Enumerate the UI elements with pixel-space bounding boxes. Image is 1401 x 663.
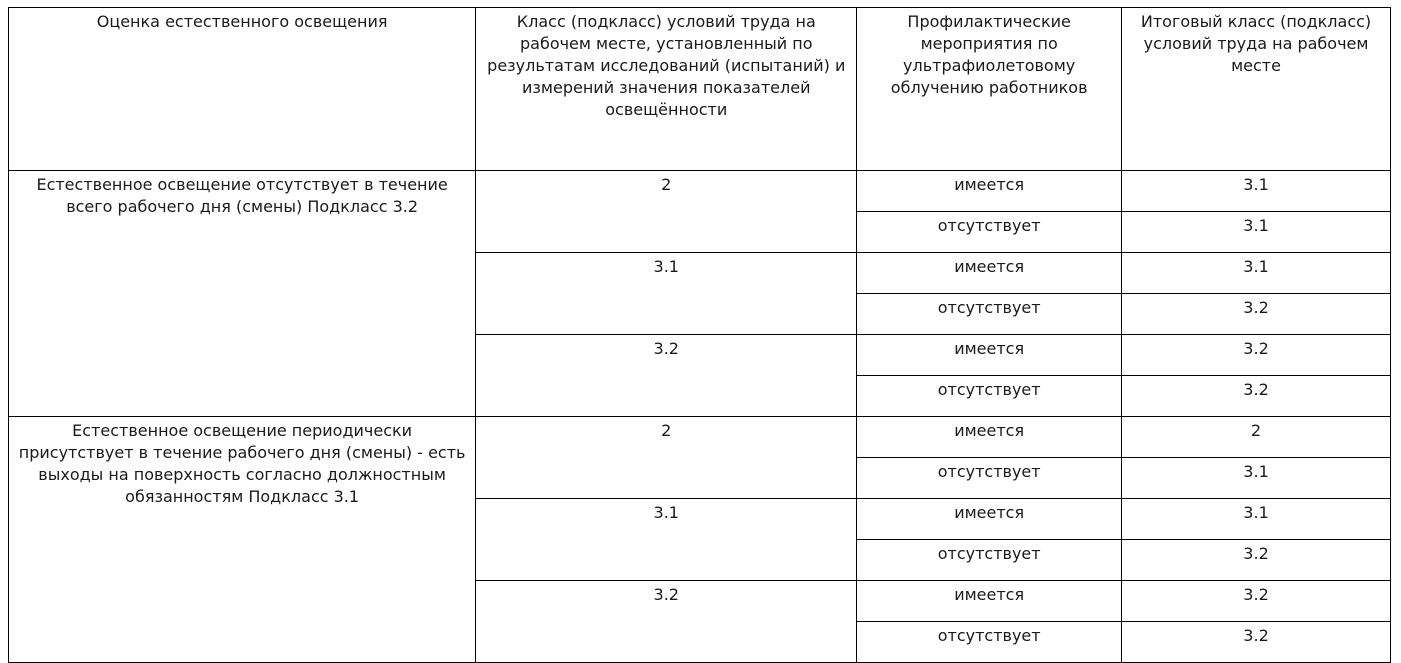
- header-assessment: Оценка естественного освещения: [9, 8, 476, 171]
- final-class-cell: 3.2: [1122, 335, 1391, 376]
- measure-cell: имеется: [857, 335, 1122, 376]
- header-preventive-measures: Профилактические мероприятия по ультрафиолетовому облучению работников: [857, 8, 1122, 171]
- final-class-cell: 3.2: [1122, 622, 1391, 663]
- document-page: [8, 7, 1391, 663]
- lighting-conditions-table: [8, 7, 1391, 663]
- assessment-cell: Естественное освещение периодически присутствует в течение рабочего дня (смены) - есть выходы на поверхность согласно должностным обязанностям Подкласс 3.1: [9, 417, 476, 663]
- measured-class-cell: 2: [476, 171, 857, 253]
- header-row: [9, 8, 1391, 171]
- measure-cell: имеется: [857, 499, 1122, 540]
- final-class-cell: 2: [1122, 417, 1391, 458]
- measure-cell: отсутствует: [857, 622, 1122, 663]
- measure-cell: отсутствует: [857, 294, 1122, 335]
- table-body: [9, 171, 1391, 663]
- table-row: [9, 171, 1391, 212]
- table-header: [9, 8, 1391, 171]
- assessment-cell: Естественное освещение отсутствует в течение всего рабочего дня (смены) Подкласс 3.2: [9, 171, 476, 417]
- final-class-cell: 3.2: [1122, 294, 1391, 335]
- final-class-cell: 3.2: [1122, 581, 1391, 622]
- final-class-cell: 3.1: [1122, 171, 1391, 212]
- measure-cell: имеется: [857, 253, 1122, 294]
- measure-cell: имеется: [857, 171, 1122, 212]
- measured-class-cell: 3.1: [476, 499, 857, 581]
- measured-class-cell: 3.1: [476, 253, 857, 335]
- header-final-class: Итоговый класс (подкласс) условий труда на рабочем месте: [1122, 8, 1391, 171]
- final-class-cell: 3.2: [1122, 376, 1391, 417]
- measure-cell: отсутствует: [857, 376, 1122, 417]
- final-class-cell: 3.1: [1122, 458, 1391, 499]
- measure-cell: отсутствует: [857, 540, 1122, 581]
- final-class-cell: 3.1: [1122, 499, 1391, 540]
- measure-cell: имеется: [857, 417, 1122, 458]
- measured-class-cell: 3.2: [476, 335, 857, 417]
- table-row: [9, 417, 1391, 458]
- measure-cell: имеется: [857, 581, 1122, 622]
- final-class-cell: 3.1: [1122, 253, 1391, 294]
- final-class-cell: 3.2: [1122, 540, 1391, 581]
- measure-cell: отсутствует: [857, 458, 1122, 499]
- measured-class-cell: 3.2: [476, 581, 857, 663]
- measured-class-cell: 2: [476, 417, 857, 499]
- measure-cell: отсутствует: [857, 212, 1122, 253]
- header-measured-class: Класс (подкласс) условий труда на рабочем месте, установленный по результатам исследований (испытаний) и измерений значения показателей освещённости: [476, 8, 857, 171]
- final-class-cell: 3.1: [1122, 212, 1391, 253]
